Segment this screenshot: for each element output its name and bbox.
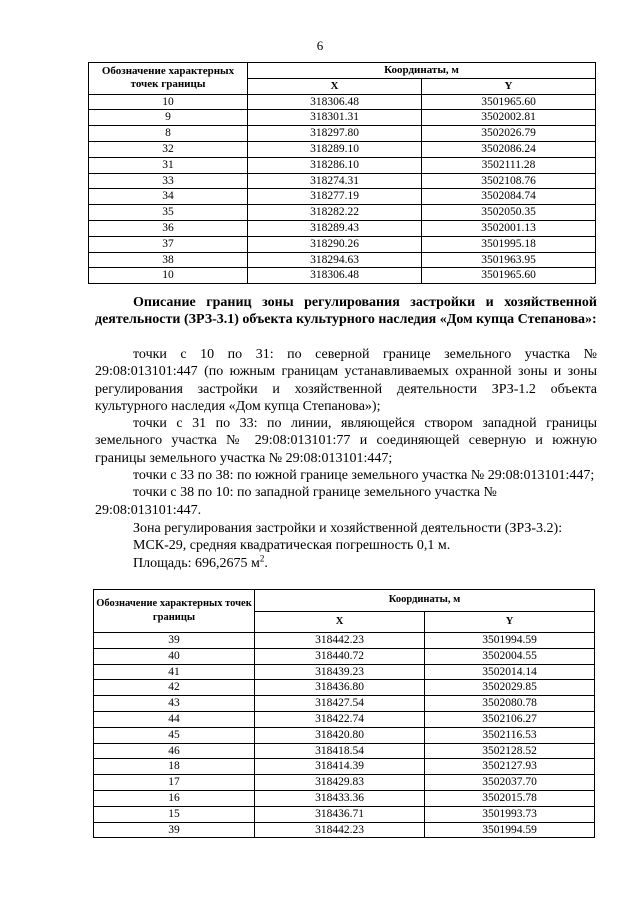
table-row <box>94 633 595 649</box>
header-x: X <box>255 611 425 633</box>
point-cell: 39 <box>94 633 255 649</box>
y-cell: 3501994.59 <box>425 822 595 838</box>
point-cell: 9 <box>89 110 248 126</box>
zone-area <box>133 552 603 572</box>
table-2-body <box>94 633 595 838</box>
point-cell: 46 <box>94 743 255 759</box>
coordinates-table-1 <box>88 62 596 284</box>
point-cell: 31 <box>89 157 248 173</box>
zone-info <box>133 520 603 572</box>
point-cell: 44 <box>94 711 255 727</box>
point-cell: 35 <box>89 205 248 221</box>
section-heading: Описание границ зоны регулирования застройки и хозяйственной деятельности (ЗРЗ-3.1) объекта культурного наследия «Дом купца Степанова»: <box>95 295 597 328</box>
point-cell: 34 <box>89 189 248 205</box>
table-row <box>94 727 595 743</box>
header-y: Y <box>422 78 596 94</box>
x-cell: 318440.72 <box>255 648 425 664</box>
paragraph-10-31: точки с 10 по 31: по северной границе земельного участка № 29:08:013101:447 (по южным границам устанавливаемых охранной зоны и зоны регулирования застройки и хозяйственной деятельности ЗРЗ-1.2 объекта культурного наследия «Дом купца Степанова»); <box>95 347 597 414</box>
point-cell: 15 <box>94 806 255 822</box>
header-point-label: Обозначение характерных точек границы <box>89 63 248 95</box>
table-row <box>89 205 596 221</box>
y-cell: 3502111.28 <box>422 157 596 173</box>
table-row <box>89 220 596 236</box>
point-cell: 41 <box>94 664 255 680</box>
x-cell: 318282.22 <box>248 205 422 221</box>
point-cell: 8 <box>89 126 248 142</box>
header-x: X <box>248 78 422 94</box>
table-row <box>94 759 595 775</box>
table-row <box>94 696 595 712</box>
table-row <box>94 806 595 822</box>
table-row <box>94 680 595 696</box>
table-1-body <box>89 94 596 284</box>
x-cell: 318294.63 <box>248 252 422 268</box>
table-row <box>94 711 595 727</box>
x-cell: 318286.10 <box>248 157 422 173</box>
table-row <box>94 822 595 838</box>
y-cell: 3502014.14 <box>425 664 595 680</box>
header-coordinates: Координаты, м <box>248 63 596 79</box>
y-cell: 3502029.85 <box>425 680 595 696</box>
x-cell: 318433.36 <box>255 790 425 806</box>
y-cell: 3502001.13 <box>422 220 596 236</box>
y-cell: 3501993.73 <box>425 806 595 822</box>
point-cell: 45 <box>94 727 255 743</box>
x-cell: 318289.10 <box>248 141 422 157</box>
coordinates-table-2 <box>93 589 595 838</box>
point-cell: 39 <box>94 822 255 838</box>
header-point-label: Обозначение характерных точек границы <box>94 590 255 633</box>
table-row <box>89 110 596 126</box>
y-cell: 3502086.24 <box>422 141 596 157</box>
table-row <box>89 268 596 284</box>
zone-area-label: Площадь: 696,2675 м <box>133 555 260 571</box>
y-cell: 3502108.76 <box>422 173 596 189</box>
point-cell: 40 <box>94 648 255 664</box>
y-cell: 3501965.60 <box>422 268 596 284</box>
paragraph-33-38: точки с 33 по 38: по южной границе земельного участка № 29:08:013101:447; <box>133 468 595 484</box>
y-cell: 3501963.95 <box>422 252 596 268</box>
zone-title: Зона регулирования застройки и хозяйственной деятельности (ЗРЗ-3.2): <box>133 521 563 536</box>
point-cell: 18 <box>94 759 255 775</box>
x-cell: 318289.43 <box>248 220 422 236</box>
paragraph-38-10: точки с 38 по 10: по западной границе земельного участка № 29:08:013101:447. <box>95 485 497 518</box>
y-cell: 3501994.59 <box>425 633 595 649</box>
y-cell: 3502026.79 <box>422 126 596 142</box>
table-row <box>89 173 596 189</box>
point-cell: 10 <box>89 268 248 284</box>
y-cell: 3502080.78 <box>425 696 595 712</box>
x-cell: 318301.31 <box>248 110 422 126</box>
y-cell: 3502015.78 <box>425 790 595 806</box>
table-row <box>89 189 596 205</box>
x-cell: 318297.80 <box>248 126 422 142</box>
x-cell: 318306.48 <box>248 268 422 284</box>
x-cell: 318436.80 <box>255 680 425 696</box>
x-cell: 318414.39 <box>255 759 425 775</box>
x-cell: 318439.23 <box>255 664 425 680</box>
x-cell: 318418.54 <box>255 743 425 759</box>
point-cell: 43 <box>94 696 255 712</box>
x-cell: 318429.83 <box>255 775 425 791</box>
x-cell: 318420.80 <box>255 727 425 743</box>
table-row <box>89 94 596 110</box>
point-cell: 33 <box>89 173 248 189</box>
table-row <box>89 141 596 157</box>
x-cell: 318427.54 <box>255 696 425 712</box>
point-cell: 10 <box>89 94 248 110</box>
x-cell: 318436.71 <box>255 806 425 822</box>
y-cell: 3502002.81 <box>422 110 596 126</box>
table-row <box>94 743 595 759</box>
x-cell: 318422.74 <box>255 711 425 727</box>
y-cell: 3501965.60 <box>422 94 596 110</box>
paragraph-31-33: точки с 31 по 33: по линии, являющейся створом западной границы земельного участка № 29:08:013101:77 и соединяющей северную и южную границы земельного участка № 29:08:013101:447; <box>95 416 597 466</box>
y-cell: 3502050.35 <box>422 205 596 221</box>
y-cell: 3502084.74 <box>422 189 596 205</box>
table-row <box>89 157 596 173</box>
point-cell: 32 <box>89 141 248 157</box>
point-cell: 38 <box>89 252 248 268</box>
page-number: 6 <box>316 38 324 53</box>
point-cell: 17 <box>94 775 255 791</box>
table-row <box>89 126 596 142</box>
point-cell: 36 <box>89 220 248 236</box>
y-cell: 3502004.55 <box>425 648 595 664</box>
boundary-description <box>95 346 597 519</box>
zone-area-sup: 2 <box>259 552 265 563</box>
x-cell: 318442.23 <box>255 822 425 838</box>
zone-crs: МСК-29, средняя квадратическая погрешность 0,1 м. <box>133 538 451 554</box>
x-cell: 318442.23 <box>255 633 425 649</box>
y-cell: 3502106.27 <box>425 711 595 727</box>
x-cell: 318290.26 <box>248 236 422 252</box>
point-cell: 16 <box>94 790 255 806</box>
y-cell: 3502037.70 <box>425 775 595 791</box>
y-cell: 3502128.52 <box>425 743 595 759</box>
point-cell: 37 <box>89 236 248 252</box>
zone-area-end: . <box>264 555 268 571</box>
y-cell: 3502116.53 <box>425 727 595 743</box>
table-row <box>89 236 596 252</box>
header-y: Y <box>425 611 595 633</box>
y-cell: 3502127.93 <box>425 759 595 775</box>
y-cell: 3501995.18 <box>422 236 596 252</box>
table-row <box>94 790 595 806</box>
table-row <box>94 664 595 680</box>
table-row <box>94 648 595 664</box>
x-cell: 318274.31 <box>248 173 422 189</box>
table-row <box>89 252 596 268</box>
x-cell: 318277.19 <box>248 189 422 205</box>
x-cell: 318306.48 <box>248 94 422 110</box>
point-cell: 42 <box>94 680 255 696</box>
table-row <box>94 775 595 791</box>
header-coordinates: Координаты, м <box>255 590 595 612</box>
